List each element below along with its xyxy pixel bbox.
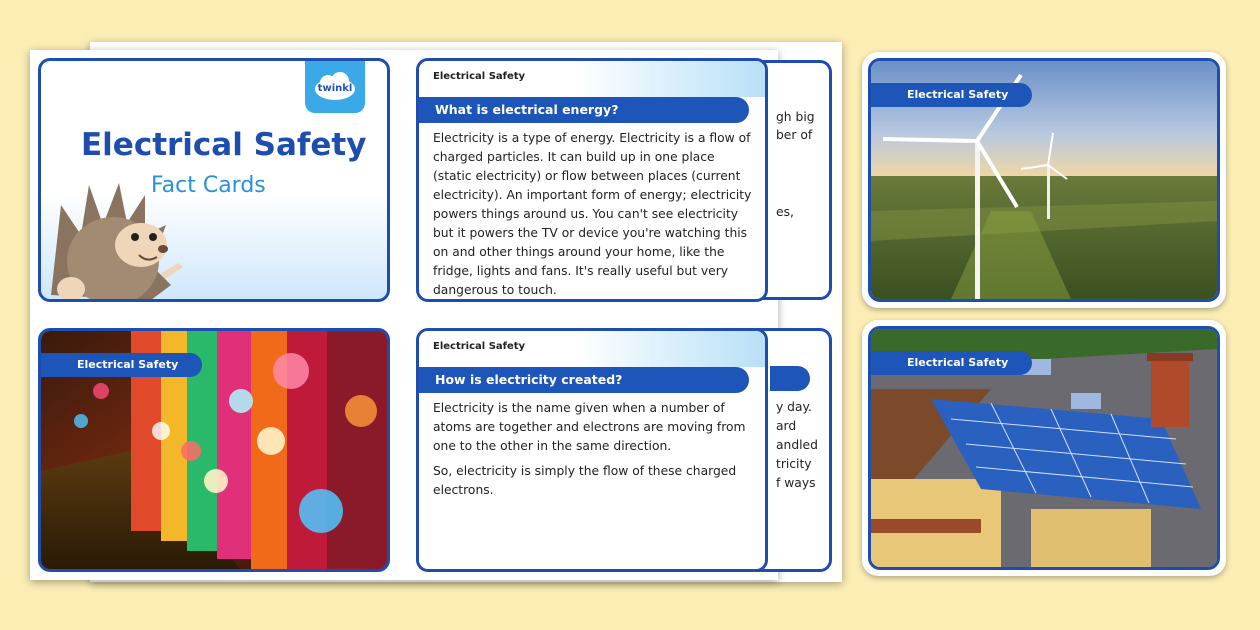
title-text: Electrical Safety [81, 127, 367, 163]
photo-card-solar-roof [868, 326, 1220, 570]
hedgehog-mascot-icon [41, 165, 191, 302]
peek-qbar [770, 366, 810, 391]
peek-bottom-line-1: y day. [776, 400, 812, 414]
fact-card-electrical-energy [416, 58, 768, 302]
card-paragraph: So, electricity is simply the flow of these charged electrons. [433, 464, 737, 497]
photo-tag: Electrical Safety [41, 353, 202, 377]
question-bar: What is electrical energy? [419, 97, 749, 123]
peek-top-line-1: gh big [776, 110, 815, 124]
card-paragraph: Electricity is the name given when a number of atoms are together and electrons are moving from one to the other in the same direction. [433, 401, 746, 453]
twinkl-logo [305, 61, 365, 113]
logo-text: twinkl [317, 83, 353, 94]
card-body [433, 399, 753, 506]
card-header [419, 61, 765, 97]
card-header-label: Electrical Safety [433, 341, 526, 352]
peek-bottom-line-4: tricity [776, 457, 812, 471]
card-paragraph: Electricity is a type of energy. Electricity is a flow of charged particles. It can build up in one place (static electricity) or flow between places (current electricity). An important form of energy; electricity powers things around us. You can't see electricity but it powers the TV or device you're watching this on and other things around your home, like the fridge, lights and fans. It's really useful but very dangerous to touch. [433, 131, 752, 297]
photo-tag: Electrical Safety [871, 351, 1032, 375]
title-card [38, 58, 390, 302]
fact-card-electricity-created [416, 328, 768, 572]
photo-card-lights [38, 328, 390, 572]
peek-top-line-5: es, [776, 205, 794, 219]
peek-bottom-line-2: ard [776, 419, 797, 433]
question-bar: How is electricity created? [419, 367, 749, 393]
peek-bottom-line-5: f ways [776, 476, 816, 490]
photo-tag: Electrical Safety [871, 83, 1032, 107]
card-header [419, 331, 765, 367]
peek-bottom-line-3: andled [776, 438, 818, 452]
photo-card-wind-turbines [868, 58, 1220, 302]
card-header-label: Electrical Safety [433, 71, 526, 82]
peek-top-line-2: ber of [776, 128, 813, 142]
subtitle-text: Fact Cards [151, 173, 266, 198]
card-body [433, 129, 753, 302]
